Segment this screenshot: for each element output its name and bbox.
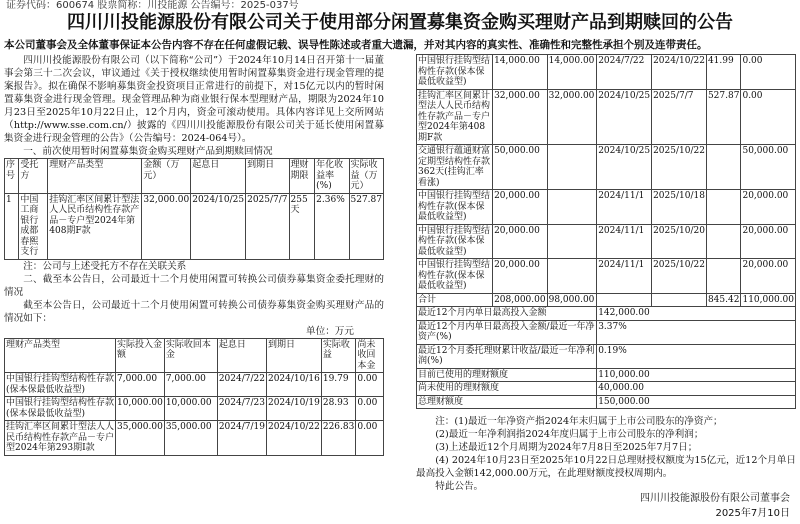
summary-row [417,395,796,409]
summary-label: 最近12个月内单日最高投入金额/最近一年净资产(%) [417,320,597,344]
table-row [417,259,796,294]
table-cell: 中国银行挂钩型结构性存款(保本保最低收益型) [417,259,493,294]
table-cell: 2024/10/25 [191,193,246,259]
table-cell: 2024/10/22 [266,421,321,456]
summary-label: 总理财额度 [417,395,597,409]
col-header: 尚未收回本金 [356,338,384,373]
table-cell: 中国银行挂钩型结构性存款(保本保最低收益型) [417,55,493,90]
table-cell: 2024/10/19 [266,397,321,421]
total-row [417,293,796,307]
table-cell: 28.93 [321,397,356,421]
table-cell: 2024/10/22 [652,55,707,90]
table-cell: 挂钩汇率区间累计型法人人民币结构性存款产品－专户型2024年第408期F款 [417,89,493,145]
col-header: 起息日 [217,338,266,373]
table-cell: 2024/11/1 [597,190,652,225]
intro-paragraph: 四川川投能源股份有限公司（以下简称“公司”）于2024年10月14日召开第十一届董事会第三十二次会议，审议通过《关于授权继续使用暂时闲置募集资金进行现金管理的提案报告》。拟在确保不影响募集资金投资项目正常进行的前提下，对15亿元以内的暂时闲置募集资金进行现金管理。现金管理品种为商业银行保本型理财产品，期限为2024年10月23日至2025年10月22日止，12个月内，资金可滚动使用。具体内容详见上交所网站（http://www.sse.com.cn/）披露的《四川川投能源股份有限公司关于延长使用闲置募集资金进行现金管理的公告》（公告编号：2024-064号）。 [4,55,384,144]
table-cell: 20,000.00 [741,190,796,225]
table-cell: 255天 [289,193,315,259]
table-cell: 中国工商银行成都春熙支行 [19,193,48,259]
summary-value: 3.37% [597,320,796,344]
table-cell: 32,000.00 [493,89,548,145]
note-1: 注：(1)最近一年净资产指2024年末归属于上市公司股东的净资产； [435,416,723,427]
col-header: 年化收益率(%) [315,159,349,194]
table-cell: 527.87 [349,193,384,259]
col-header: 实际收回本金 [164,338,217,373]
financial-products-table-continued [416,54,796,409]
table-cell: 合计 [417,293,493,307]
table-cell: 32,000.00 [547,89,597,145]
table-cell: 2024/7/22 [597,55,652,90]
col-header: 理财产品类型 [48,159,142,194]
summary-row [417,368,796,382]
summary-row [417,307,796,321]
section2-paragraph: 截至本公告日，公司最近十二个月使用闲置可转换公司债券募集资金购买理财产品的情况如下： [4,299,384,324]
table-cell: 20,000.00 [741,259,796,294]
table-cell: 14,000.00 [493,55,548,90]
table-cell: 35,000.00 [116,421,165,456]
col-header: 金额（万元） [142,159,191,194]
table-cell: 2025/7/7 [246,193,289,259]
redemption-table [4,158,384,260]
table-row [417,224,796,259]
table-cell: 14,000.00 [547,55,597,90]
summary-label: 目前已使用的理财额度 [417,368,597,382]
table-row [5,193,384,259]
note-2: (2)最近一年净利润指2024年度归属于上市公司股东的净利润； [435,429,704,440]
table-cell: 2024/10/25 [597,145,652,190]
table-cell [706,224,741,259]
summary-value: 0.19% [597,344,796,368]
signature-date: 2025年7月10日 [715,508,790,519]
col-header: 序号 [5,159,19,194]
table-cell: 208,000.00 [494,294,546,305]
col-header: 实际收益（万元） [349,159,384,194]
col-header: 理财产品类型 [5,338,116,373]
summary-label: 最近12个月内单日最高投入金额 [417,307,597,321]
table-cell [597,293,652,307]
note-4: (4) 2024年10月23日至2025年10月22日总理财授权额度为15亿元，近12个月单日最高投入金额142,000.00万元，在此理财额度授权周期内。 [416,455,796,479]
table-cell: 中国银行挂钩型结构性存款(保本保最低收益型) [6,398,115,419]
table-cell: 0.00 [741,55,796,90]
summary-value: 150,000.00 [597,395,796,409]
note-3: (3)上述最近12个月周期为2024年7月8日至2025年7月7日； [435,442,698,453]
table-row [417,89,796,145]
table-cell: 50,000.00 [741,145,796,190]
signature-company: 四川川投能源股份有限公司董事会 [640,493,790,504]
table-cell: 中国银行挂钩型结构性存款(保本保最低收益型) [417,224,493,259]
note-related-party: 注：公司与上述受托方不存在关联关系 [23,260,187,272]
table-cell: 32,000.00 [142,193,191,259]
table-cell: 110,000.00 [742,294,794,305]
table-cell: 98,000.00 [547,293,597,307]
col-header: 起息日 [191,159,246,194]
table-row [417,190,796,225]
table-cell: 挂钩汇率区间累计型法人人民币结构性存款产品－专户型2024年第293期I款 [6,422,115,453]
table-cell: 20,000.00 [493,259,548,294]
table-cell: 2025/7/7 [652,89,707,145]
table-cell: 0.00 [356,421,384,456]
left-column [4,54,384,456]
table-cell: 0.00 [356,373,384,397]
table-cell: 2025/10/18 [652,190,707,225]
table-row [5,397,384,421]
table-cell: 2024/10/25 [597,89,652,145]
table-cell [706,259,741,294]
table-cell: 2024/11/1 [597,259,652,294]
table-cell: 交通银行蕴通财富定期型结构性存款362天(挂钩汇率看涨) [417,145,493,190]
col-header: 到期日 [246,159,289,194]
stock-header: 证券代码：600674 股票简称：川投能源 公告编号：2025-037号 [6,0,299,11]
table-cell: 1 [5,193,19,259]
table-cell: 0.00 [741,89,796,145]
summary-value: 110,000.00 [597,368,796,382]
table-cell: 10,000.00 [116,397,165,421]
table-row [417,55,796,90]
table-cell: 2024/11/1 [597,224,652,259]
table-cell: 0.00 [356,397,384,421]
table-cell: 中国银行挂钩型结构性存款(保本保最低收益型) [6,374,115,395]
summary-value: 40,000.00 [597,382,796,396]
table-header-row [5,338,384,373]
table-cell [652,293,707,307]
table-cell [547,259,597,294]
table-cell: 7,000.00 [116,373,165,397]
table-cell: 2024/7/19 [217,421,266,456]
table-cell [706,190,741,225]
table-cell: 2025/10/20 [652,224,707,259]
board-notice: 本公司董事会及全体董事保证本公告内容不存在任何虚假记载、误导性陈述或者重大遗漏，并对其内容的真实性、准确性和完整性承担个别及连带责任。 [4,39,708,51]
page-title: 四川川投能源股份有限公司关于使用部分闲置募集资金购买理财产品到期赎回的公告 [67,12,733,33]
summary-value: 142,000.00 [597,307,796,321]
table-header-row [5,159,384,194]
unit-label: 单位：万元 [306,325,354,337]
col-header: 到期日 [266,338,321,373]
col-header: 受托方 [19,159,48,194]
table-cell: 2.36% [315,193,349,259]
table-cell: 中国银行挂钩型结构性存款(保本保最低收益型) [417,190,493,225]
table-cell [547,224,597,259]
summary-label: 尚未使用的理财额度 [417,382,597,396]
table-cell: 20,000.00 [741,224,796,259]
right-column [416,54,796,493]
financial-products-table [4,338,384,456]
table-cell: 挂钩汇率区间累计型法人人民币结构性存款产品－专户型2024年第408期F款 [48,193,142,259]
table-cell: 7,000.00 [164,373,217,397]
table-row [5,373,384,397]
table-cell [547,190,597,225]
table-row [5,421,384,456]
table-cell: 19.79 [321,373,356,397]
table-cell: 20,000.00 [493,224,548,259]
table-cell [706,145,741,190]
table-row [417,145,796,190]
col-header: 实际投入金额 [116,338,165,373]
summary-row [417,382,796,396]
table-cell: 2024/7/22 [217,373,266,397]
table-cell: 226.83 [321,421,356,456]
table-cell: 2025/10/22 [652,259,707,294]
table-cell: 2024/7/23 [217,397,266,421]
summary-label: 最近12个月委托理财累计收益/最近一年净利润(%) [417,344,597,368]
summary-row [417,344,796,368]
table-cell: 41.99 [706,55,741,90]
table-cell: 2024/10/16 [266,373,321,397]
table-cell: 35,000.00 [164,421,217,456]
table-cell: 10,000.00 [164,397,217,421]
table-cell: 845.42 [707,294,740,305]
table-cell: 20,000.00 [493,190,548,225]
col-header: 实际收益 [321,338,356,373]
section2-heading: 二、截至本公告日，公司最近十二个月使用闲置可转换公司债券募集资金委托理财的情况 [4,273,384,298]
table-cell: 50,000.00 [493,145,548,190]
closing-text: 特此公告。 [435,481,484,492]
col-header: 理财期限 [289,159,315,194]
table-cell [547,145,597,190]
section1-heading: 一、前次使用暂时闲置募集资金购买理财产品到期赎回情况 [23,146,273,157]
table-cell: 2025/10/22 [652,145,707,190]
table-cell: 527.87 [706,89,741,145]
summary-row [417,320,796,344]
